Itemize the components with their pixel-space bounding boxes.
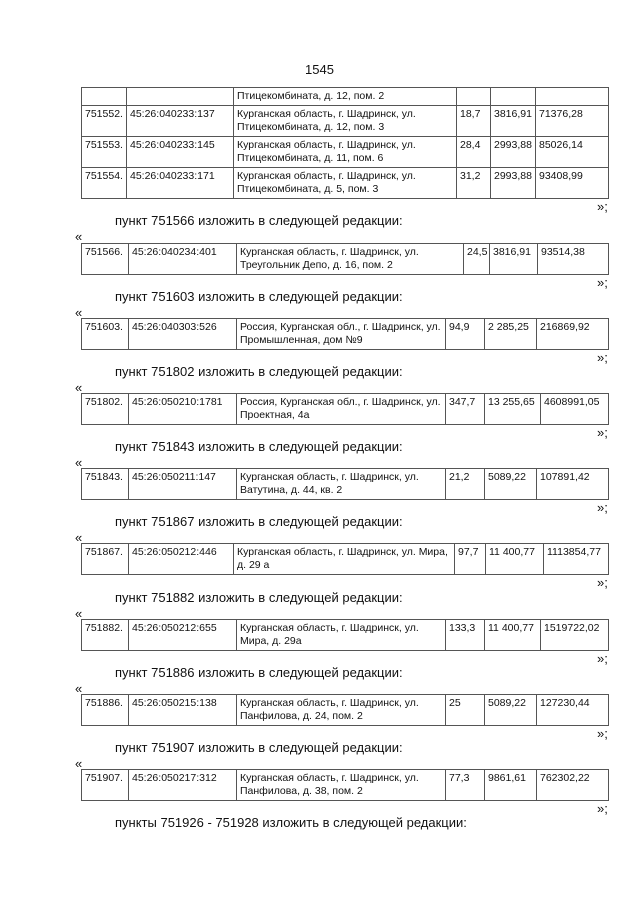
total: 85026,14 <box>536 137 609 168</box>
row-number: 751553. <box>82 137 127 168</box>
row-number: 751843. <box>82 469 129 500</box>
cadastral-number: 45:26:040233:137 <box>127 106 234 137</box>
row-number: 751554. <box>82 168 127 199</box>
cadastral-number <box>127 88 234 106</box>
price: 2993,88 <box>491 137 536 168</box>
total: 1113854,77 <box>544 544 609 575</box>
property-table <box>81 694 609 726</box>
price: 13 255,65 <box>485 394 541 425</box>
property-table <box>81 393 609 425</box>
table-row <box>82 137 609 168</box>
section-heading: пункт 751882 изложить в следующей редакции: <box>115 590 403 605</box>
address: Россия, Курганская обл., г. Шадринск, ул. Промышленная, дом №9 <box>237 319 446 350</box>
area: 77,3 <box>446 770 485 801</box>
property-table <box>81 619 609 651</box>
total: 107891,42 <box>537 469 609 500</box>
cadastral-number: 45:26:050211:147 <box>129 469 237 500</box>
area: 31,2 <box>457 168 491 199</box>
table-row <box>82 394 609 425</box>
open-quote: « <box>75 530 83 545</box>
table-row <box>82 770 609 801</box>
open-quote: « <box>75 380 83 395</box>
close-quote: »; <box>597 651 608 666</box>
table-row <box>82 469 609 500</box>
address: Курганская область, г. Шадринск, ул. Мира, д. 29 а <box>234 544 455 575</box>
open-quote: « <box>75 606 83 621</box>
price: 2993,88 <box>491 168 536 199</box>
area <box>457 88 491 106</box>
row-number <box>82 88 127 106</box>
total: 4608991,05 <box>541 394 609 425</box>
price <box>491 88 536 106</box>
close-quote: »; <box>597 801 608 816</box>
section-heading: пункт 751907 изложить в следующей редакции: <box>115 740 403 755</box>
close-quote: »; <box>597 199 608 214</box>
area: 24,5 <box>464 244 490 275</box>
close-quote: »; <box>597 726 608 741</box>
table-row <box>82 544 609 575</box>
price: 11 400,77 <box>486 544 544 575</box>
section-heading: пункт 751566 изложить в следующей редакции: <box>115 213 403 228</box>
price: 3816,91 <box>491 106 536 137</box>
area: 21,2 <box>446 469 485 500</box>
area: 94,9 <box>446 319 485 350</box>
property-table <box>81 769 609 801</box>
row-number: 751886. <box>82 695 129 726</box>
table-row <box>82 168 609 199</box>
area: 28,4 <box>457 137 491 168</box>
price: 5089,22 <box>485 695 537 726</box>
row-number: 751867. <box>82 544 129 575</box>
close-quote: »; <box>597 350 608 365</box>
page-number: 1545 <box>305 62 334 77</box>
price: 2 285,25 <box>485 319 537 350</box>
table-row <box>82 695 609 726</box>
address: Курганская область, г. Шадринск, ул. Птицекомбината, д. 5, пом. 3 <box>234 168 457 199</box>
address: Курганская область, г. Шадринск, ул. Панфилова, д. 24, пом. 2 <box>237 695 446 726</box>
cadastral-number: 45:26:050210:1781 <box>129 394 237 425</box>
address: Курганская область, г. Шадринск, ул. Птицекомбината, д. 11, пом. 6 <box>234 137 457 168</box>
close-quote: »; <box>597 425 608 440</box>
close-quote: »; <box>597 575 608 590</box>
section-heading: пункт 751867 изложить в следующей редакции: <box>115 514 403 529</box>
total: 93408,99 <box>536 168 609 199</box>
address: Курганская область, г. Шадринск, ул. Панфилова, д. 38, пом. 2 <box>237 770 446 801</box>
row-number: 751603. <box>82 319 129 350</box>
section-heading: пункт 751843 изложить в следующей редакции: <box>115 439 403 454</box>
area: 347,7 <box>446 394 485 425</box>
property-table <box>81 243 609 275</box>
total: 216869,92 <box>537 319 609 350</box>
table-row <box>82 620 609 651</box>
section-heading: пункт 751802 изложить в следующей редакции: <box>115 364 403 379</box>
row-number: 751802. <box>82 394 129 425</box>
address: Птицекомбината, д. 12, пом. 2 <box>234 88 457 106</box>
row-number: 751882. <box>82 620 129 651</box>
price: 3816,91 <box>490 244 538 275</box>
property-table <box>81 543 609 575</box>
address: Курганская область, г. Шадринск, ул. Птицекомбината, д. 12, пом. 3 <box>234 106 457 137</box>
price: 11 400,77 <box>485 620 541 651</box>
price: 5089,22 <box>485 469 537 500</box>
area: 25 <box>446 695 485 726</box>
address: Курганская область, г. Шадринск, ул. Ватутина, д. 44, кв. 2 <box>237 469 446 500</box>
row-number: 751552. <box>82 106 127 137</box>
area: 18,7 <box>457 106 491 137</box>
table-row <box>82 106 609 137</box>
price: 9861,61 <box>485 770 537 801</box>
cadastral-number: 45:26:050212:655 <box>129 620 237 651</box>
total: 93514,38 <box>538 244 609 275</box>
area: 133,3 <box>446 620 485 651</box>
address: Курганская область, г. Шадринск, ул. Мира, д. 29а <box>237 620 446 651</box>
total: 127230,44 <box>537 695 609 726</box>
property-table <box>81 318 609 350</box>
total: 71376,28 <box>536 106 609 137</box>
cadastral-number: 45:26:050212:446 <box>129 544 234 575</box>
area: 97,7 <box>455 544 486 575</box>
table-row <box>82 244 609 275</box>
table-row <box>82 319 609 350</box>
open-quote: « <box>75 229 83 244</box>
property-table <box>81 468 609 500</box>
cadastral-number: 45:26:040233:145 <box>127 137 234 168</box>
cadastral-number: 45:26:040234:401 <box>129 244 237 275</box>
open-quote: « <box>75 756 83 771</box>
close-quote: »; <box>597 500 608 515</box>
open-quote: « <box>75 305 83 320</box>
section-heading: пункт 751603 изложить в следующей редакции: <box>115 289 403 304</box>
cadastral-number: 45:26:040303:526 <box>129 319 237 350</box>
table-row <box>82 88 609 106</box>
row-number: 751907. <box>82 770 129 801</box>
cadastral-number: 45:26:050217:312 <box>129 770 237 801</box>
open-quote: « <box>75 681 83 696</box>
open-quote: « <box>75 455 83 470</box>
address: Россия, Курганская обл., г. Шадринск, ул. Проектная, 4а <box>237 394 446 425</box>
final-heading: пункты 751926 - 751928 изложить в следующей редакции: <box>115 815 467 830</box>
total: 1519722,02 <box>541 620 609 651</box>
close-quote: »; <box>597 275 608 290</box>
row-number: 751566. <box>82 244 129 275</box>
total <box>536 88 609 106</box>
total: 762302,22 <box>537 770 609 801</box>
section-heading: пункт 751886 изложить в следующей редакции: <box>115 665 403 680</box>
property-table <box>81 87 609 199</box>
cadastral-number: 45:26:040233:171 <box>127 168 234 199</box>
address: Курганская область, г. Шадринск, ул. Треугольник Депо, д. 16, пом. 2 <box>237 244 464 275</box>
cadastral-number: 45:26:050215:138 <box>129 695 237 726</box>
